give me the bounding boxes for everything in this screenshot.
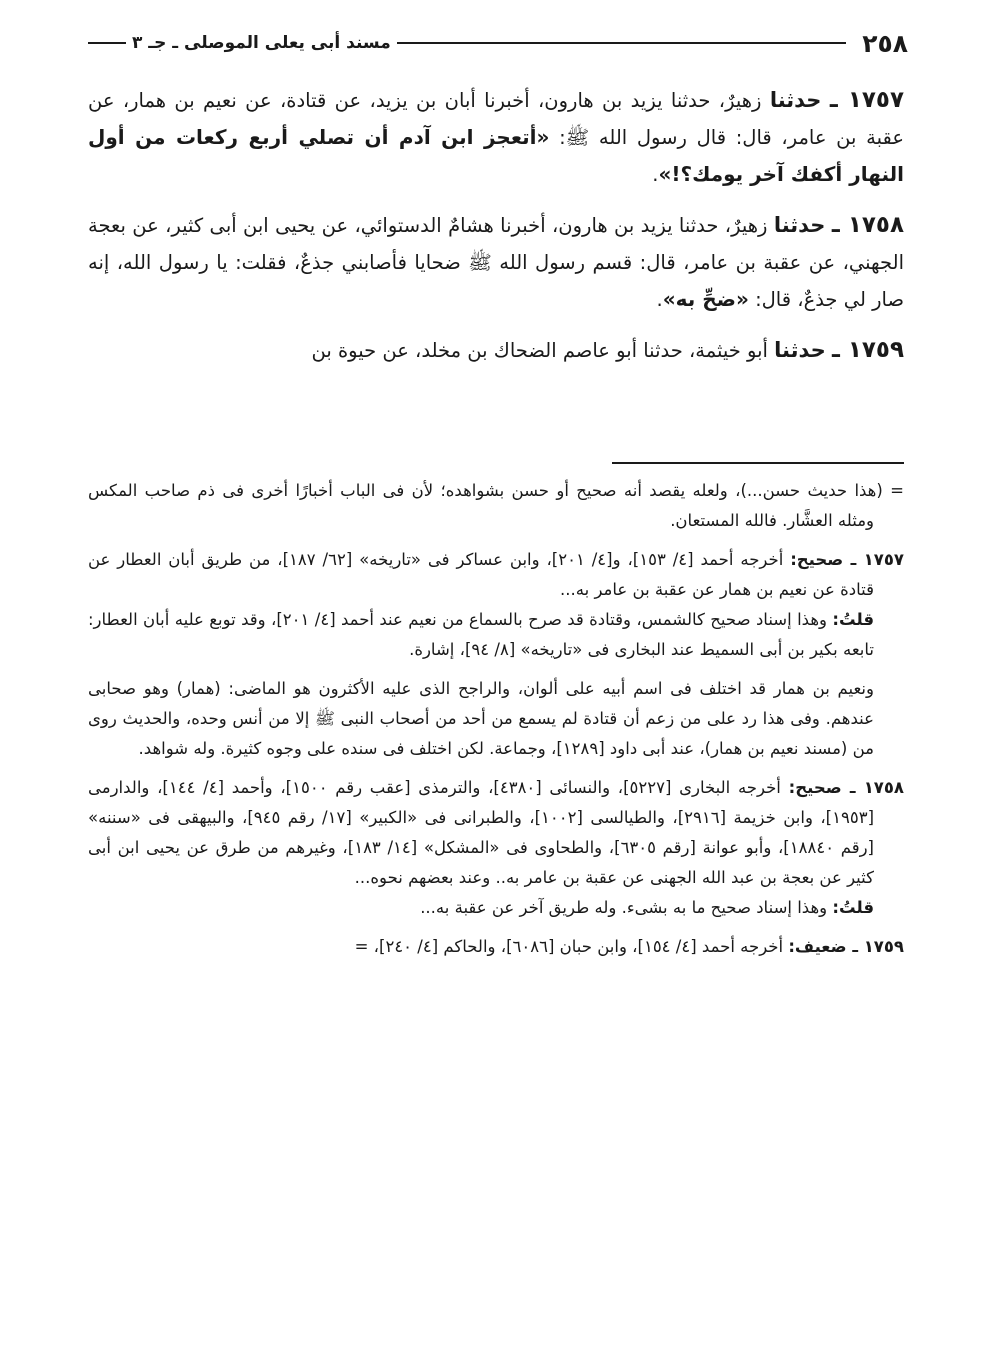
qultu-label: قلتُ: [832,610,875,629]
qultu-text: وهذا إسناد صحيح ما به بشىء. وله طريق آخر عن عقبة به... [420,898,833,917]
footnote-text: أخرجه البخارى [٥٢٢٧]، والنسائى [٤٣٨٠]، والترمذى [عقب رقم ١٥٠٠]، وأحمد [٤/ ١٤٤]، والدارمى [١٩٥٣]، وابن خزيمة [٢٩١٦]، والطيالسى [١٠٠٢]، والطبرانى فى «الكبير» [١٧/ رقم ٩٤٥]، والبيهقى فى «سننه» [رقم ١٨٨٤٠]، وأبو عوانة [رقم ٦٣٠٥]، والطحاوى فى «المشكل» [١٤/ ١٨٣]، وغيرهم من طرق عن يحيى ابن أبى كثير عن بعجة بن عبد الله الجهنى عن عقبة بن عامر به.. وعند بعضهم نحوه... [88,778,874,887]
haddathana: حدثنا [769,88,822,112]
hadith-isnad: أبو خيثمة، حدثنا أبو عاصم الضحاك بن مخلد، عن حيوة بن [311,339,775,362]
hadith-isnad: زهيرٌ، حدثنا يزيد بن هارون، أخبرنا أبان بن يزيد، عن قتادة، عن نعيم بن همار، عن عقبة بن عامر، قال: قال رسول الله ﷺ: [88,89,904,149]
hadith-number: ١٧٥٨ ـ [831,212,905,238]
hadith-matn: «ضحِّ به» [662,287,749,311]
footnote-text: أخرجه أحمد [٤/ ١٥٣]، و[٤/ ٢٠١]، وابن عساكر فى «تاريخه» [٦٢/ ١٨٧]، من طريق أبان العطار عن قتادة عن نعيم بن همار عن عقبة بن عامر به... [88,550,874,599]
qultu-text: وهذا إسناد صحيح كالشمس، وقتادة قد صرح بالسماع من نعيم عند أحمد [٤/ ٢٠١]، وقد توبع عليه أبان العطار: تابعه بكير بن أبى السميط عند البخارى فى «تاريخه» [٨/ ٩٤]، إشارة. [88,610,874,659]
qultu-label: قلتُ: [832,898,874,917]
haddathana: حدثنا [774,338,826,362]
hadith-1759 [88,332,904,369]
footnote-1757 [88,545,904,605]
hadith-number: ١٧٥٧ ـ [829,87,905,113]
running-title: مسند أبى يعلى الموصلى ـ جـ ٣ [132,33,391,53]
page-number: ٢٥٨ [862,28,908,58]
footnote-1757-para2: ونعيم بن همار قد اختلف فى اسم أبيه على ألوان، والراجح الذى عليه الأكثرون هو الماضى: (همار) وهو صحابى عندهم. وفى هذا رد على من زعم أن قتادة لم يسمع من أحد من أصحاب النبى ﷺ إلا من أنس وحده، والحديث روى من (مسند نعيم بن همار)، عند أبى داود [١٢٨٩]، وجماعة. لكن اختلف فى سنده على وجوه كثيرة. وله شواهد. [88,679,874,758]
hadith-end: . [652,163,659,186]
hadith-end: . [656,288,663,311]
hadith-matn: «أتعجز ابن آدم أن تصلي أربع ركعات من أول النهار أكفك آخر يومك؟!» [88,125,904,186]
main-text [88,82,904,383]
haddathana: حدثنا [773,213,826,237]
hadith-isnad: زهيرٌ، حدثنا يزيد بن هارون، أخبرنا هشامٌ الدستوائي، عن يحيى ابن أبى كثير، عن بعجة الجهني، عن عقبة بن عامر، قال: قسم رسول الله ﷺ ضحايا فأصابني جذعٌ، فقلت: يا رسول الله، إنه صار لي جذعٌ، قال: [88,214,904,311]
header-dash [88,42,126,44]
footnote-label: ١٧٥٨ ـ صحيح: [788,778,904,797]
footnote-text: أخرجه أحمد [٤/ ١٥٤]، وابن حبان [٦٠٨٦]، والحاكم [٤/ ٢٤٠]، = [354,937,789,956]
footnote-continuation: = (هذا حديث حسن...)، ولعله يقصد أنه صحيح أو حسن بشواهده؛ لأن فى الباب أخبارًا أخرى فى ذم صاحب المكس ومثله العشَّار. فالله المستعان. [88,481,904,530]
page-header [88,26,908,60]
header-rule [397,42,847,44]
footnote-separator [612,462,904,464]
hadith-1758 [88,207,904,318]
footnote-1759 [88,932,904,962]
footnote-label: ١٧٥٧ ـ صحيح: [790,550,904,569]
footnote-label: ١٧٥٩ ـ ضعيف: [788,937,904,956]
footnote-1758 [88,773,904,893]
footnote-1757-qultu [88,605,904,665]
hadith-1757 [88,82,904,193]
hadith-number: ١٧٥٩ ـ [831,337,904,363]
footnote-1758-qultu [88,893,904,923]
footnotes [88,476,904,962]
